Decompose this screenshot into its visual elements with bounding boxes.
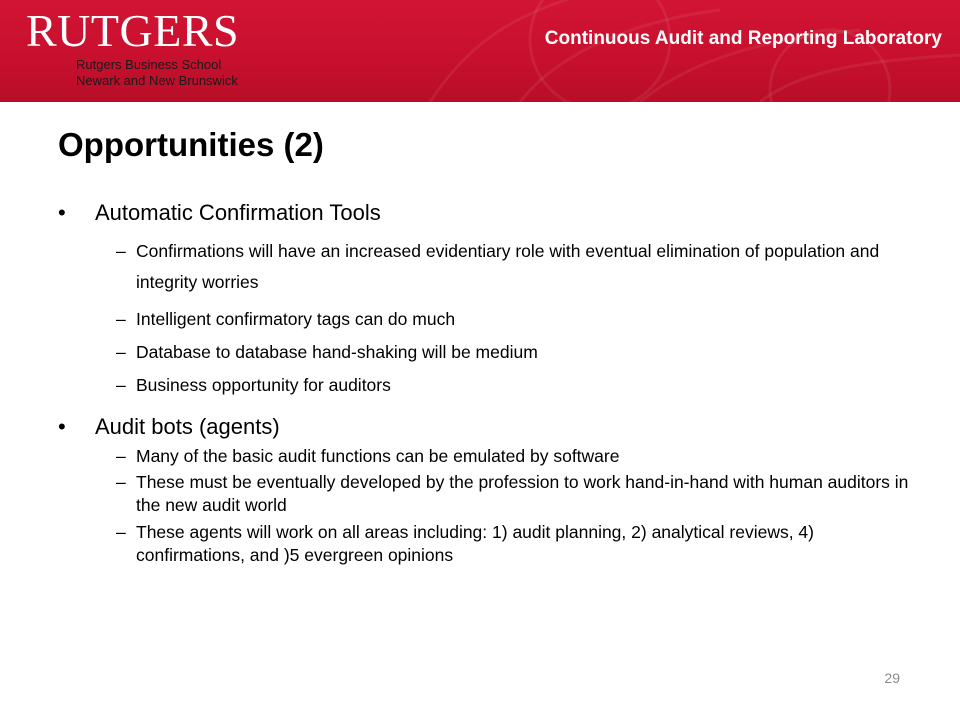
sub-bullet-text: Confirmations will have an increased evidentiary role with eventual elimination of population and integrity worries (136, 241, 880, 292)
bullet-marker: • (58, 200, 66, 225)
sub-bullet-item (58, 521, 920, 567)
sub-bullet-item (58, 308, 920, 331)
sub-bullet-item (58, 374, 920, 397)
sub-bullet-text: Many of the basic audit functions can be emulated by software (136, 446, 620, 466)
sub-bullet-text: Business opportunity for auditors (136, 375, 391, 395)
sub-bullet-text: These must be eventually developed by the profession to work hand-in-hand with human auditors in the new audit world (136, 472, 909, 515)
slide-title: Opportunities (2) (58, 126, 324, 163)
bullet-text: Audit bots (agents) (95, 414, 280, 439)
lab-title: Continuous Audit and Reporting Laboratory (544, 28, 942, 49)
sub-bullet-item (58, 471, 920, 517)
sub-bullet-item (58, 445, 920, 468)
school-line-2: Newark and New Brunswick (76, 73, 238, 88)
sub-bullet-text: Database to database hand-shaking will be medium (136, 342, 538, 362)
slide-content (58, 200, 920, 567)
sub-bullet-text: Intelligent confirmatory tags can do much (136, 309, 456, 329)
rutgers-logo: RUTGERS (26, 5, 240, 56)
sub-bullet-marker: – (116, 309, 126, 329)
school-line-1: Rutgers Business School (76, 57, 222, 72)
sub-bullet-marker: – (116, 241, 126, 261)
bullet-item (58, 200, 920, 226)
school-name (76, 57, 238, 89)
sub-bullet-marker: – (116, 375, 126, 395)
sub-bullet-marker: – (116, 342, 126, 362)
bullet-marker: • (58, 414, 66, 439)
sub-bullet-item (58, 341, 920, 364)
header-banner (0, 0, 960, 102)
page-number: 29 (884, 670, 900, 686)
bullet-item (58, 414, 920, 440)
sub-bullet-text: These agents will work on all areas including: 1) audit planning, 2) analytical reviews, 4) confirmations, and )5 evergreen opinions (136, 522, 814, 565)
sub-bullet-marker: – (116, 472, 126, 492)
sub-bullet-marker: – (116, 446, 126, 466)
bullet-text: Automatic Confirmation Tools (95, 200, 381, 225)
sub-bullet-item (58, 236, 920, 298)
sub-bullet-marker: – (116, 522, 126, 542)
